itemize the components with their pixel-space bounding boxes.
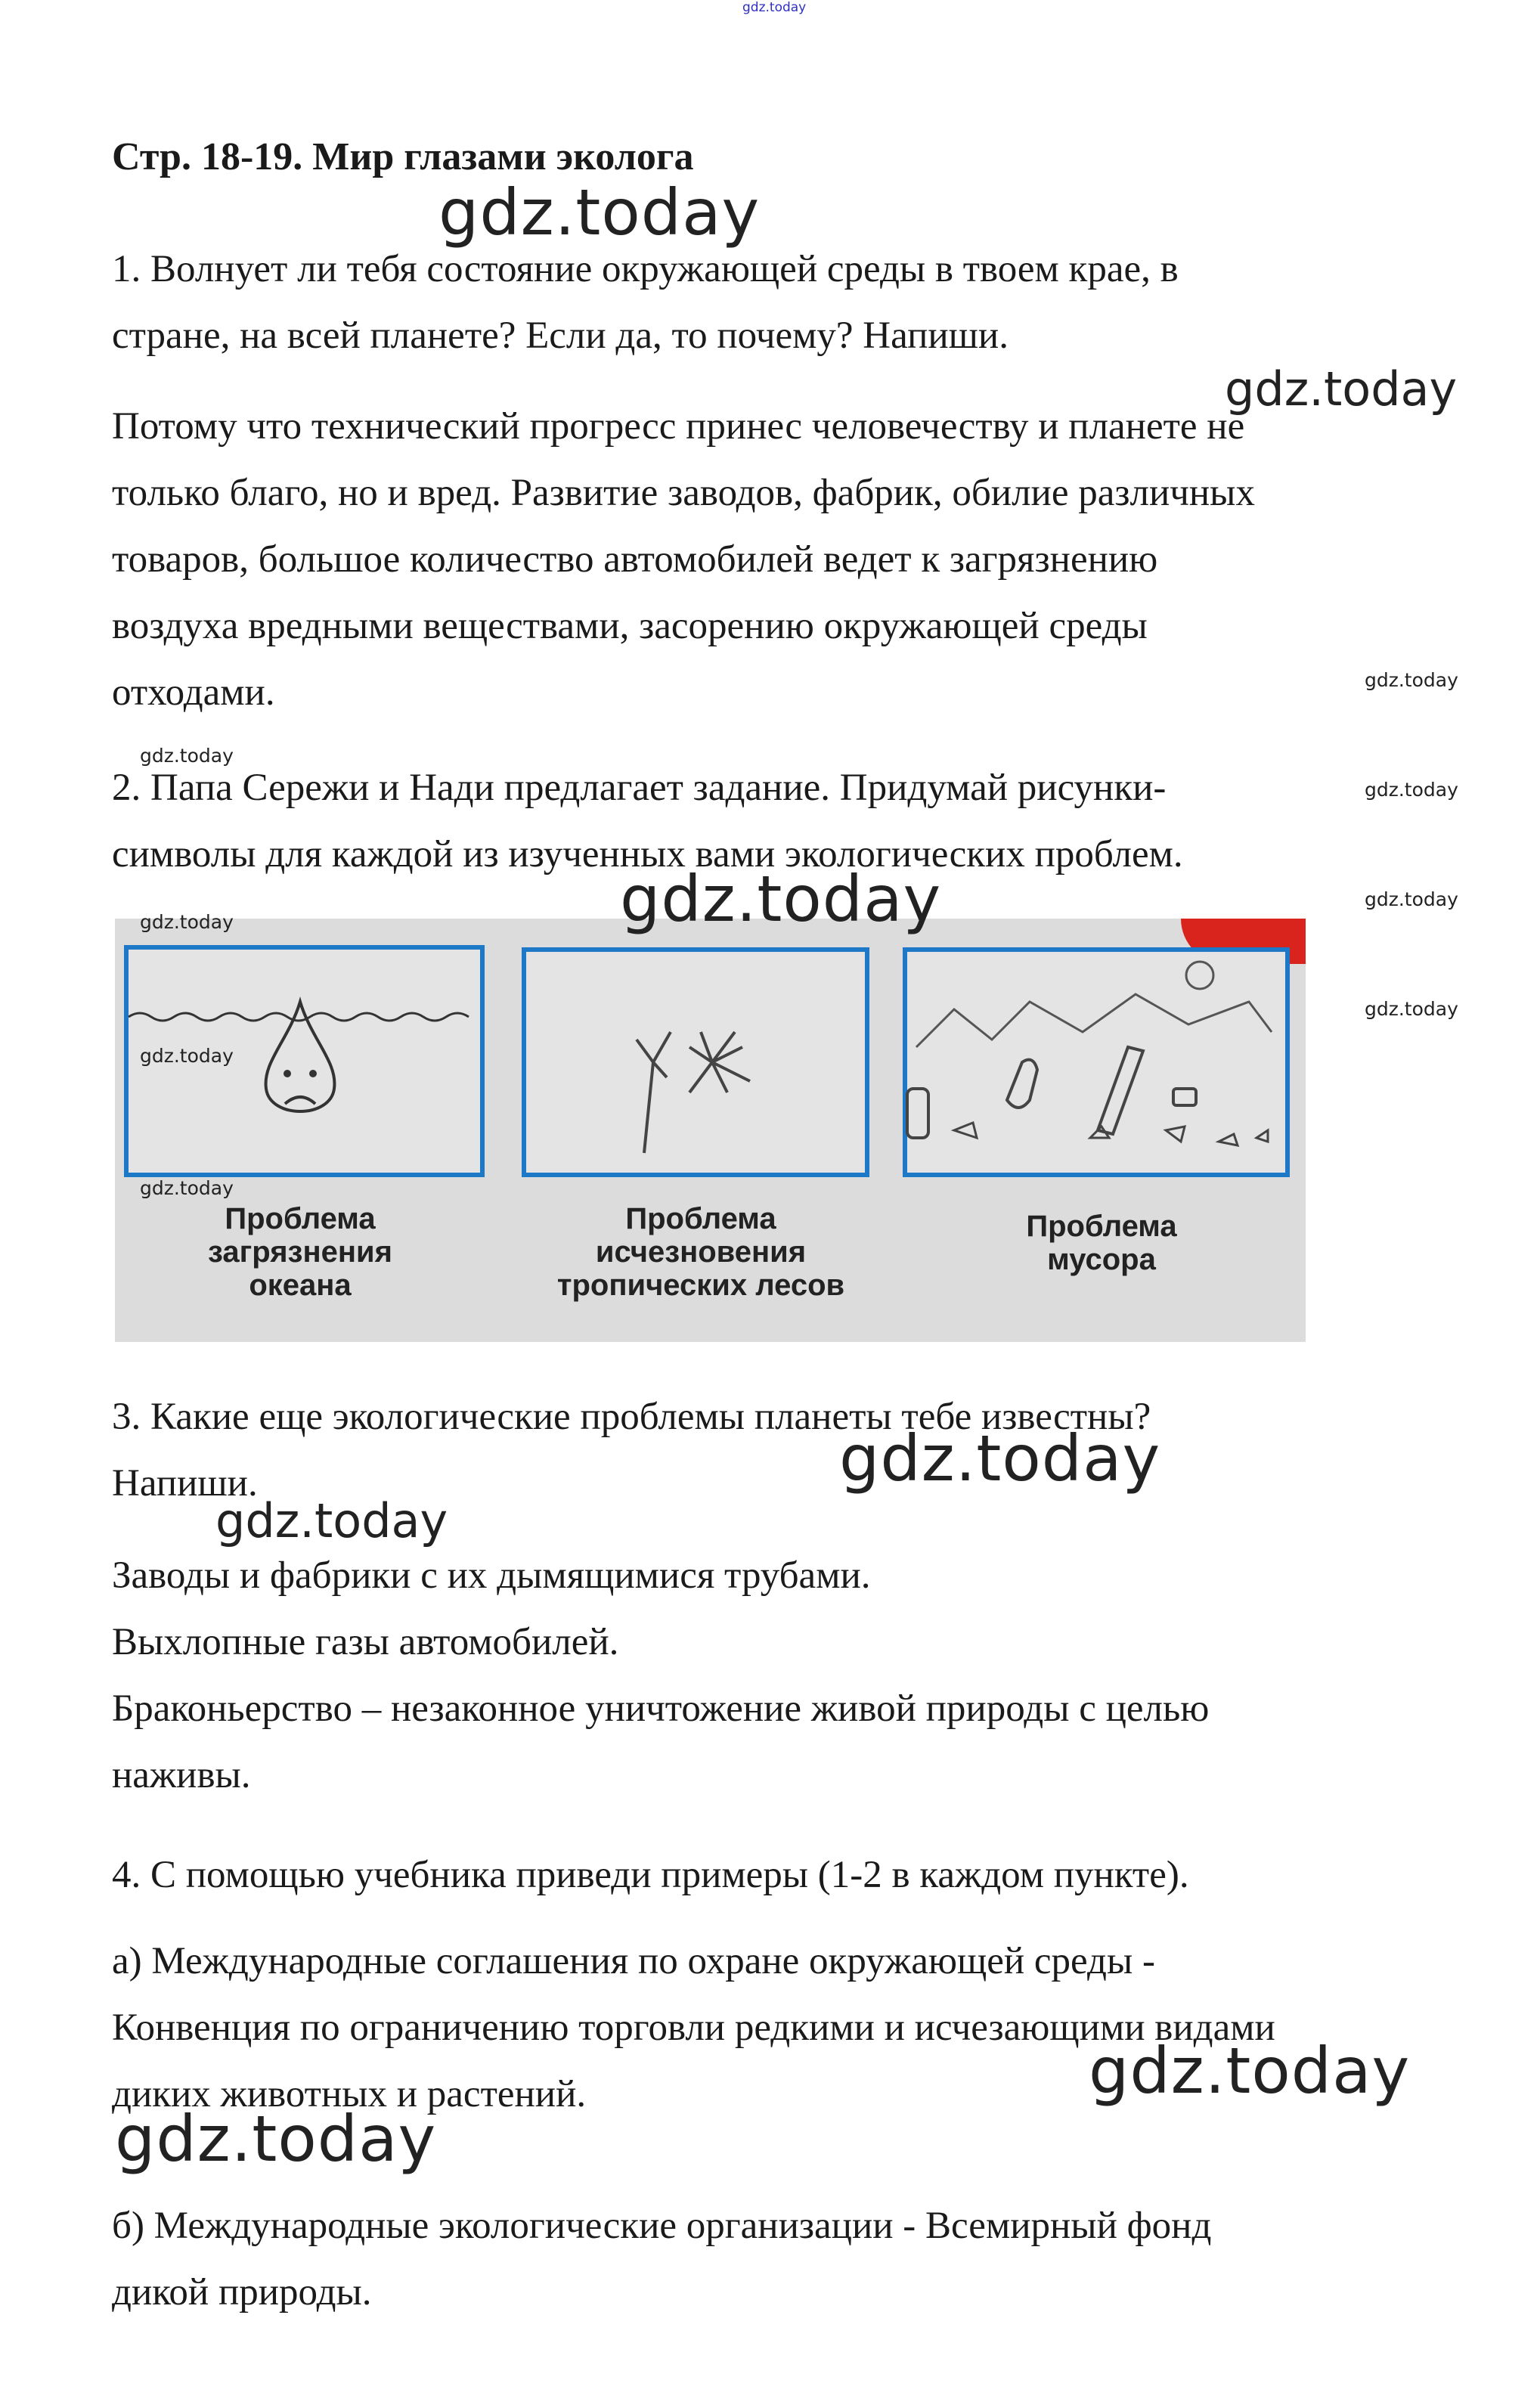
answer-1-line: воздуха вредными веществами, засорению окружающей среды	[112, 605, 1148, 647]
sun-icon	[1186, 962, 1213, 989]
caption-line: Проблема	[1026, 1210, 1177, 1243]
cup-icon	[1173, 1089, 1196, 1105]
question-3-line: Напиши.	[112, 1462, 258, 1505]
answer-1-line: только благо, но и вред. Развитие заводов, фабрик, обилие различных	[112, 472, 1255, 514]
answer-4b-line: б) Международные экологические организации - Всемирный фонд	[112, 2205, 1212, 2247]
answer-4a-line: Конвенция по ограничению торговли редкими и исчезающими видами	[112, 2007, 1275, 2049]
watermark: gdz.today	[620, 862, 942, 936]
caption-line: тропических лесов	[556, 1269, 845, 1302]
watermark: gdz.today	[140, 911, 234, 933]
answer-3-line: Браконьерство – незаконное уничтожение живой природы с целью	[112, 1687, 1210, 1730]
question-1	[112, 236, 1473, 369]
question-2-line: символы для каждой из изученных вами экологических проблем.	[112, 833, 1183, 875]
caption-forest	[542, 1202, 860, 1302]
caption-line: Проблема	[225, 1202, 376, 1235]
bottle-small-icon	[907, 1089, 928, 1138]
caption-line: мусора	[1047, 1243, 1156, 1276]
broken-palm-icon	[637, 1032, 750, 1153]
wave-line-icon	[129, 1013, 469, 1021]
caption-line: загрязнения	[208, 1235, 392, 1269]
caption-line: исчезновения	[595, 1235, 807, 1269]
watermark: gdz.today	[1225, 361, 1458, 417]
watermark: gdz.today	[1365, 669, 1458, 691]
answer-1-line: товаров, большое количество автомобилей ведет к загрязнению	[112, 538, 1158, 581]
watermark: gdz.today	[140, 1177, 234, 1199]
answer-3-line: Выхлопные газы автомобилей.	[112, 1621, 619, 1663]
answer-4a-line: а) Международные соглашения по охране окружающей среды -	[112, 1940, 1155, 1982]
watermark: gdz.today	[839, 1421, 1161, 1495]
watermark: gdz.today	[1365, 998, 1458, 1020]
answer-1-line: отходами.	[112, 671, 275, 714]
watermark: gdz.today	[1089, 2034, 1411, 2108]
sad-water-drop-icon	[266, 1002, 335, 1111]
caption-line: океана	[249, 1269, 352, 1302]
answer-4b-line: дикой природы.	[112, 2271, 372, 2313]
question-2-line: 2. Папа Сережи и Нади предлагает задание. Придумай рисунки-	[112, 767, 1167, 809]
drop-eye-left	[284, 1070, 291, 1077]
drop-eye-right	[309, 1070, 317, 1077]
watermark: gdz.today	[140, 1045, 234, 1067]
tall-bottle-icon	[1098, 1047, 1143, 1134]
page-title: Стр. 18-19. Мир глазами эколога	[112, 135, 694, 178]
question-3-line: 3. Какие еще экологические проблемы планеты тебе известны?	[112, 1396, 1151, 1438]
answer-1-line: Потому что технический прогресс принес человечеству и планете не	[112, 405, 1245, 448]
answer-3-line: Заводы и фабрики с их дымящимися трубами.	[112, 1554, 871, 1597]
answer-1	[112, 393, 1473, 726]
answer-4b	[112, 2193, 1473, 2326]
watermark: gdz.today	[215, 1493, 448, 1548]
question-4-line: 4. С помощью учебника приведи примеры (1-2 в каждом пункте).	[112, 1854, 1189, 1896]
answer-4a-line: диких животных и растений.	[112, 2073, 587, 2115]
watermark: gdz.today	[1365, 779, 1458, 801]
question-4	[112, 1842, 1473, 1908]
watermark: gdz.today	[1365, 888, 1458, 910]
caption-garbage	[988, 1210, 1215, 1276]
watermark: gdz.today	[438, 175, 761, 249]
question-1-line: 1. Волнует ли тебя состояние окружающей среды в твоем крае, в	[112, 248, 1179, 290]
drop-sad-mouth	[285, 1097, 315, 1104]
header-watermark: gdz.today	[742, 0, 807, 15]
answer-3-line: наживы.	[112, 1754, 251, 1796]
caption-ocean	[187, 1202, 414, 1302]
eco-symbols-figure	[115, 919, 1306, 1342]
watermark: gdz.today	[140, 745, 234, 767]
watermark: gdz.today	[115, 2102, 437, 2176]
answer-3	[112, 1542, 1473, 1808]
question-1-line: стране, на всей планете? Если да, то почему? Напиши.	[112, 315, 1009, 357]
caption-line: Проблема	[625, 1202, 776, 1235]
mountains-icon	[916, 994, 1272, 1047]
bottle-icon	[1007, 1060, 1037, 1108]
